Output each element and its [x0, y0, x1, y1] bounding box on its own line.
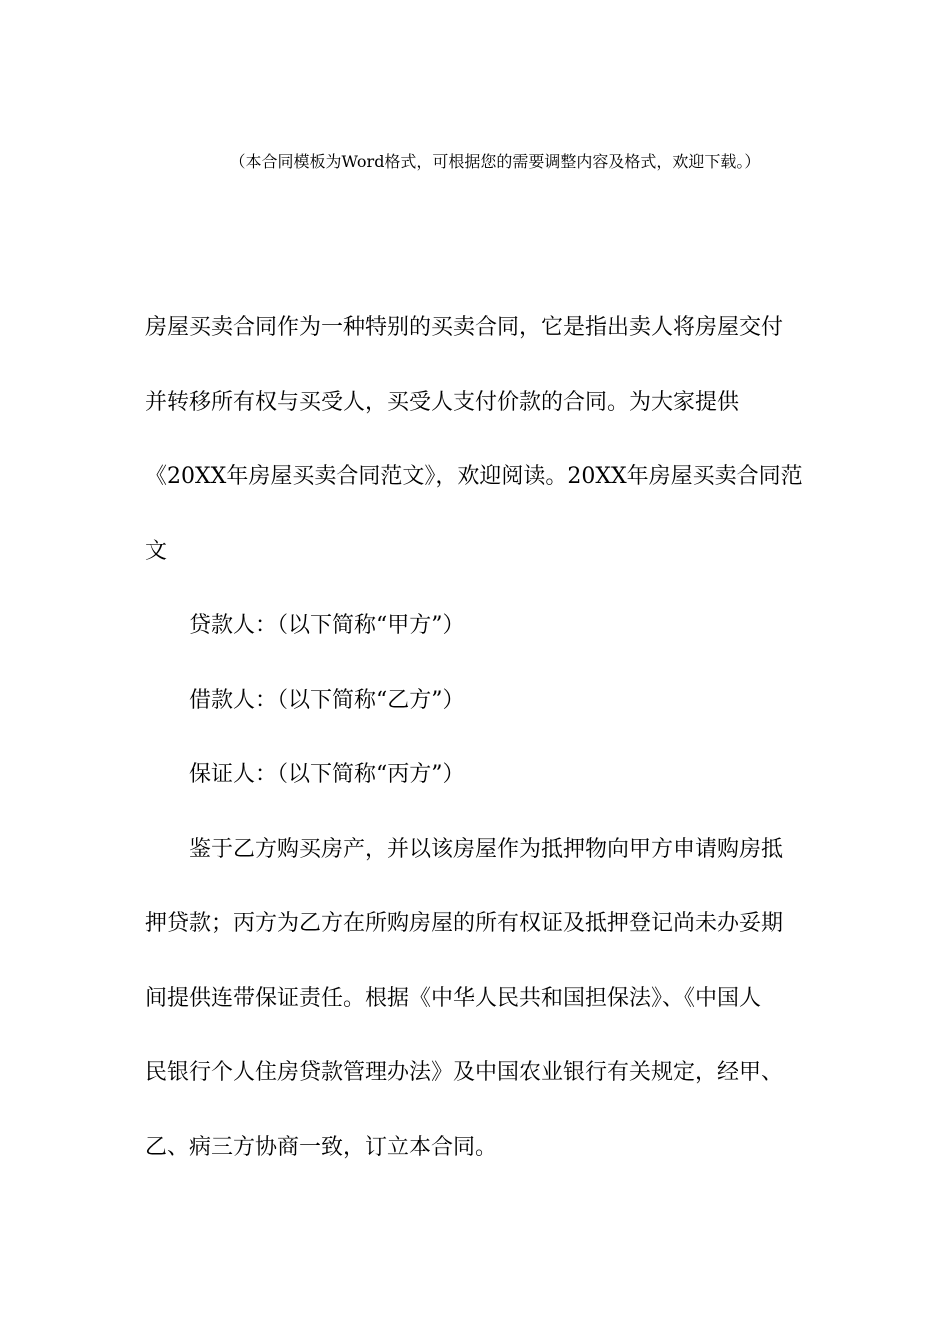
recital-line: 押贷款；丙方为乙方在所购房屋的所有权证及抵押登记尚未办妥期	[145, 911, 784, 936]
recital-line: 鉴于乙方购买房产，并以该房屋作为抵押物向甲方申请购房抵	[189, 836, 784, 862]
intro-line: 并转移所有权与买受人，买受人支付价款的合同。为大家提供	[145, 389, 740, 415]
party-guarantor: 保证人：（以下简称“丙方”）	[189, 762, 465, 787]
recital-line: 民银行个人住房贷款管理办法》及中国农业银行有关规定，经甲、	[145, 1060, 784, 1085]
recital-line: 间提供连带保证责任。根据《中华人民共和国担保法》、《中国人	[145, 985, 762, 1011]
intro-line: 《20XX年房屋买卖合同范文》，欢迎阅读。20XX年房屋买卖合同范	[145, 464, 803, 489]
recital-paragraph	[145, 813, 810, 1186]
recital-line: 乙、病三方协商一致，订立本合同。	[145, 1134, 498, 1160]
party-borrower: 借款人：（以下简称“乙方”）	[189, 687, 465, 713]
intro-line: 文	[145, 538, 168, 564]
template-notice: （本合同模板为Word格式，可根据您的需要调整内容及格式，欢迎下载。）	[229, 152, 761, 171]
party-lender: 贷款人：（以下简称“甲方”）	[189, 613, 465, 638]
document-body	[145, 291, 810, 1185]
intro-line: 房屋买卖合同作为一种特别的买卖合同，它是指出卖人将房屋交付	[145, 315, 784, 340]
intro-paragraph	[145, 291, 810, 589]
